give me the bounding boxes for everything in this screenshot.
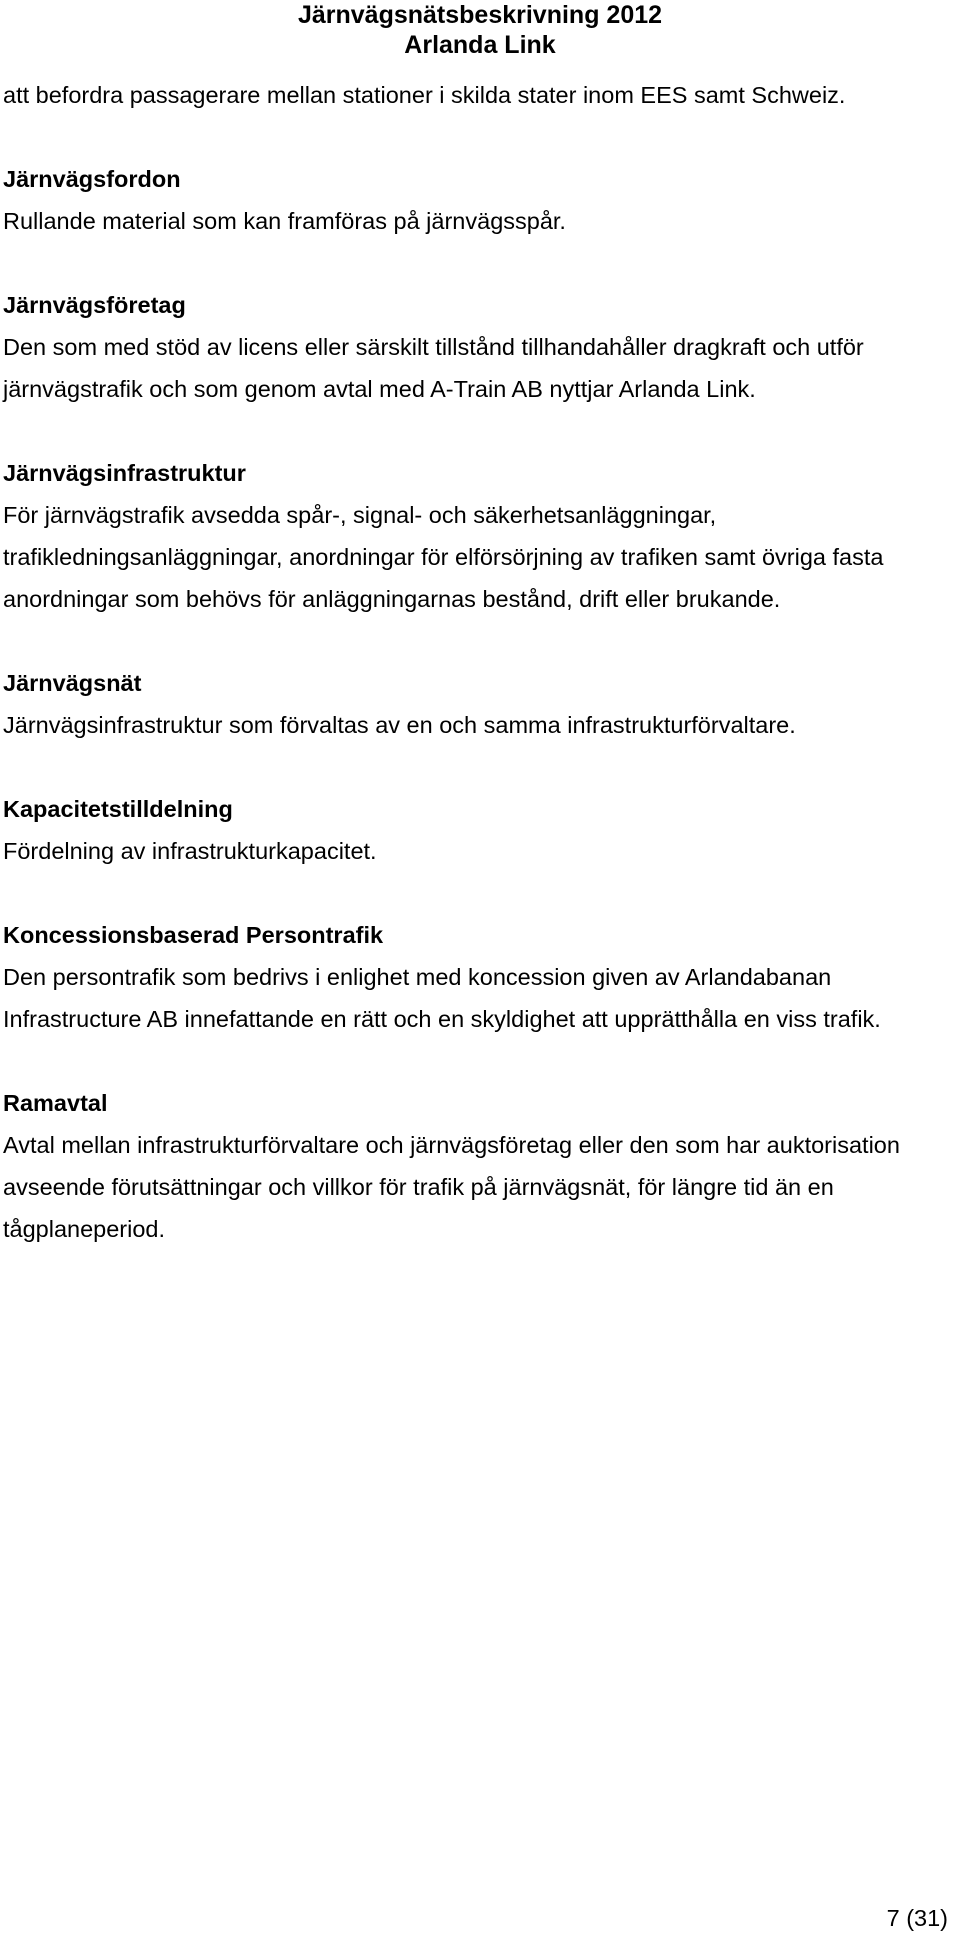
definition-text: Rullande material som kan framföras på järnvägsspår. (3, 208, 566, 234)
page-number: 7 (31) (886, 1905, 948, 1931)
definition-term: Järnvägsföretag (3, 292, 186, 318)
definition-term: Koncessionsbaserad Persontrafik (3, 922, 384, 948)
definition-term: Järnvägsfordon (3, 166, 181, 192)
definition-term: Järnvägsinfrastruktur (3, 460, 246, 486)
document-title: Järnvägsnätsbeskrivning 2012 (297, 1, 663, 29)
definition-entry (3, 788, 953, 872)
definition-text: Järnvägsinfrastruktur som förvaltas av en och samma infrastrukturförvaltare. (3, 712, 796, 738)
document-body (3, 74, 953, 1250)
definition-text: För järnvägstrafik avsedda spår-, signal- och säkerhetsanläggningar, trafikledningsanläggningar, anordningar för elförsörjning av trafiken samt övriga fasta anordningar som behövs för anläggningarnas bestånd, drift eller brukande. (3, 502, 884, 612)
definition-entry (3, 662, 953, 746)
intro-text: att befordra passagerare mellan stationer i skilda stater inom EES samt Schweiz. (3, 82, 846, 108)
definition-term: Kapacitetstilldelning (3, 796, 233, 822)
intro-paragraph (3, 74, 953, 116)
document-subtitle: Arlanda Link (404, 31, 556, 59)
definition-term: Ramavtal (3, 1090, 108, 1116)
definition-text: Den som med stöd av licens eller särskilt tillstånd tillhandahåller dragkraft och utför järnvägstrafik och som genom avtal med A-Train AB nyttjar Arlanda Link. (3, 334, 864, 402)
definition-term: Järnvägsnät (3, 670, 142, 696)
definition-entry (3, 1082, 953, 1250)
definition-text: Avtal mellan infrastrukturförvaltare och järnvägsföretag eller den som har auktorisation avseende förutsättningar och villkor för trafik på järnvägsnät, för längre tid än en tågplaneperiod. (3, 1132, 900, 1242)
definition-entry (3, 158, 953, 242)
definition-entry (3, 452, 953, 620)
definition-entry (3, 914, 953, 1040)
page-header (0, 0, 960, 60)
definition-entry (3, 284, 953, 410)
definition-text: Den persontrafik som bedrivs i enlighet med koncession given av Arlandabanan Infrastructure AB innefattande en rätt och en skyldighet att upprätthålla en viss trafik. (3, 964, 881, 1032)
definition-text: Fördelning av infrastrukturkapacitet. (3, 838, 377, 864)
